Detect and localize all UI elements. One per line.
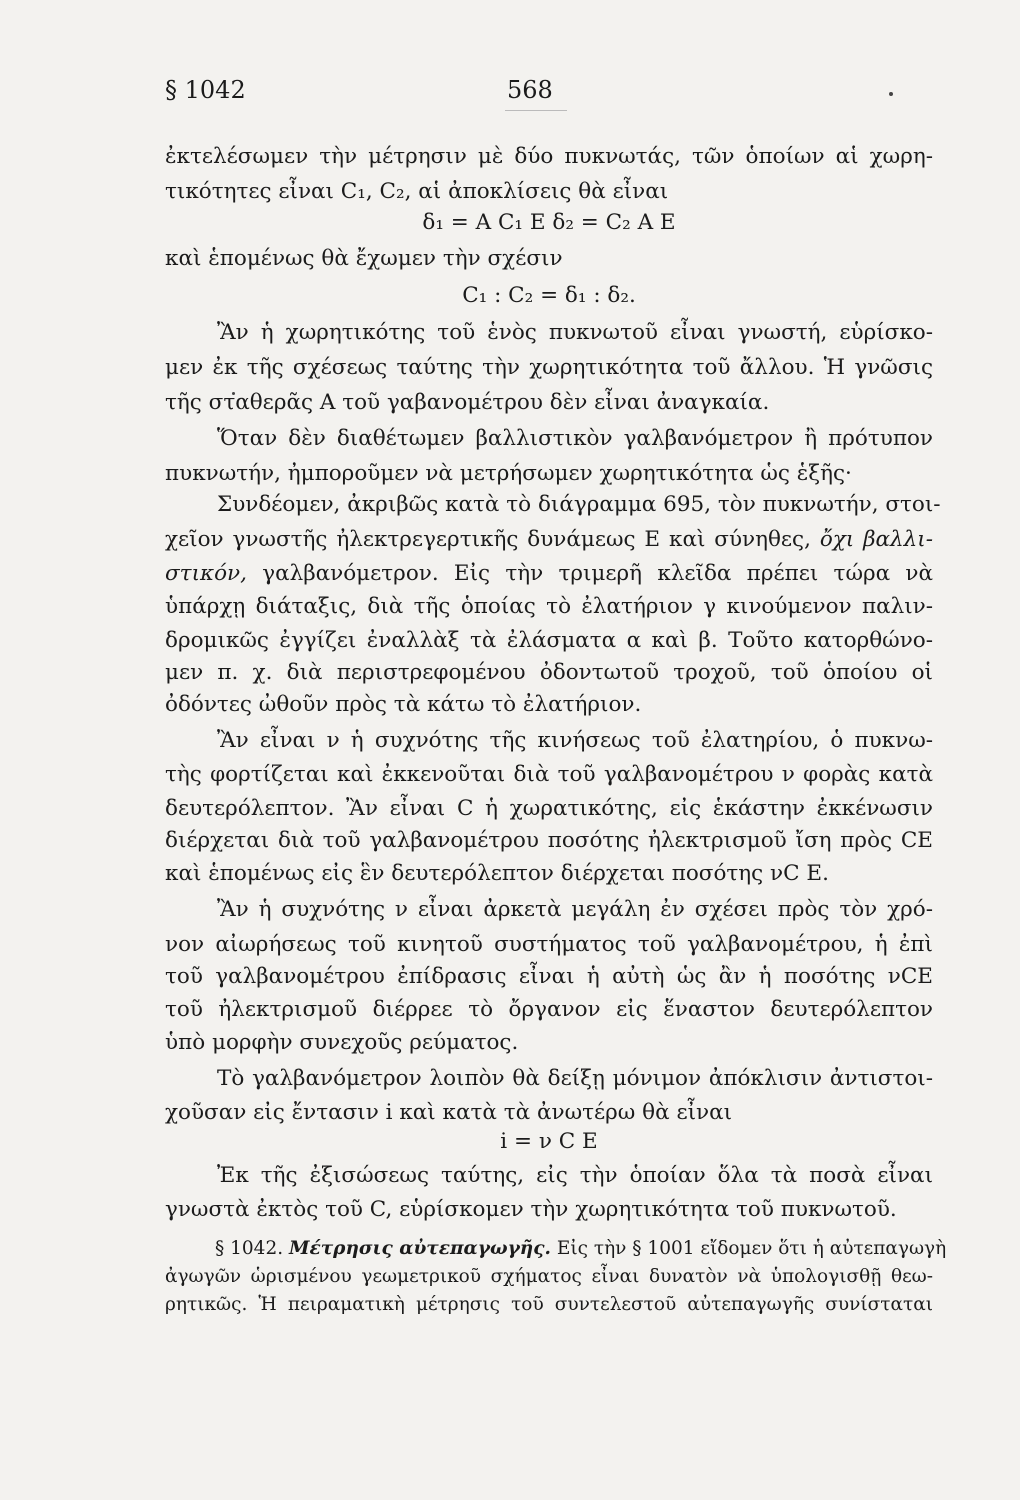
footnote-line (215, 1238, 947, 1259)
text-line: ὀδόντες ὠθοῦν πρὸς τὰ κάτω τὸ ἐλατήριον. (165, 692, 642, 717)
text-line: δευτερόλεπτον. Ἂν εἶναι C ἡ χωρατικότης, εἰς ἑκάστην ἐκκένωσιν (165, 796, 933, 821)
speck-mark (889, 92, 893, 96)
text-line: Ἂν εἶναι ν ἡ συχνότης τῆς κινήσεως τοῦ ἐλατηρίου, ὁ πυκνω- (217, 728, 933, 753)
italic-text: ὄχι βαλλι- (819, 527, 933, 552)
text-span: χεῖον γνωστῆς ἠλεκτρεγερτικῆς δυνάμεως E καὶ σύνηθες, (165, 527, 811, 552)
text-line: γνωστὰ ἐκτὸς τοῦ C, εὑρίσκομεν τὴν χωρητικότητα τοῦ πυκνωτοῦ. (165, 1197, 897, 1222)
text-line: Ἐκ τῆς ἐξισώσεως ταύτης, εἰς τὴν ὁποίαν ὅλα τὰ ποσὰ εἶναι (217, 1163, 933, 1188)
text-span: γαλβανόμετρον. Εἰς τὴν τριμερῆ κλεῖδα πρέπει τώρα νὰ (262, 561, 933, 586)
page-header (165, 76, 860, 110)
text-line: τῆς σταθερᾶς A τοῦ γαβανομέτρου δὲν εἶναι ἀναγκαία. (165, 390, 770, 415)
text-line: δρομικῶς ἐγγίζει ἐναλλὰξ τὰ ἐλάσματα α καὶ β. Τοῦτο κατορθώνο- (165, 628, 933, 653)
text-line: τικότητες εἶναι C₁, C₂, αἱ ἀποκλίσεις θὰ εἶναι (165, 179, 669, 204)
text-line: μεν ἐκ τῆς σχέσεως ταύτης τὴν χωρητικότητα τοῦ ἄλλου. Ἡ γνῶσις (165, 355, 933, 380)
equation: C₁ : C₂ = δ₁ : δ₂. (462, 283, 636, 308)
text-line: μεν π. χ. διὰ περιστρεφομένου ὀδοντωτοῦ τροχοῦ, τοῦ ὁποίου οἱ (165, 660, 933, 685)
text-line: Τὸ γαλβανόμετρον λοιπὸν θὰ δείξῃ μόνιμον ἀπόκλισιν ἀντιστοι- (217, 1066, 933, 1091)
equation: i = ν C E (500, 1129, 598, 1154)
text-line: καὶ ἑπομένως θὰ ἔχωμεν τὴν σχέσιν (165, 246, 563, 271)
text-line: καὶ ἑπομένως εἰς ἓν δευτερόλεπτον διέρχεται ποσότης νC E. (165, 861, 829, 886)
footnote-line: ρητικῶς. Ἡ πειραματικὴ μέτρησις τοῦ συντελεστοῦ αὐτεπαγωγῆς συνίσταται (165, 1294, 933, 1315)
footnote-line: ἀγωγῶν ὡρισμένου γεωμετρικοῦ σχήματος εἶναι δυνατὸν νὰ ὑπολογισθῇ θεω- (165, 1266, 933, 1287)
footnote-title: Μέτρησις αὐτεπαγωγῆς. (288, 1238, 551, 1259)
text-line: ὑπάρχῃ διάταξις, διὰ τῆς ὁποίας τὸ ἐλατήριον γ κινούμενον παλιν- (165, 594, 933, 619)
text-line: Ἂν ἡ χωρητικότης τοῦ ἑνὸς πυκνωτοῦ εἶναι γνωστή, εὑρίσκο- (217, 320, 933, 345)
text-line: Ἂν ἡ συχνότης ν εἶναι ἀρκετὰ μεγάλη ἐν σχέσει πρὸς τὸν χρό- (217, 897, 933, 922)
text-line: ἐκτελέσωμεν τὴν μέτρησιν μὲ δύο πυκνωτάς, τῶν ὁποίων αἱ χωρη- (165, 144, 933, 169)
page-number-underline (505, 110, 567, 111)
equation: δ₁ = A C₁ E δ₂ = C₂ A E (422, 210, 676, 235)
text-line: τοῦ γαλβανομέτρου ἐπίδρασις εἶναι ἡ αὐτὴ ὡς ἂν ἡ ποσότης νCE (165, 964, 933, 989)
page-number: 568 (507, 76, 553, 104)
text-line: πυκνωτήν, ἠμποροῦμεν νὰ μετρήσωμεν χωρητικότητα ὡς ἑξῆς· (165, 461, 852, 486)
italic-text: στικόν, (165, 561, 247, 586)
text-line: Ὅταν δὲν διαθέτωμεν βαλλιστικὸν γαλβανόμετρον ἢ πρότυπον (217, 426, 933, 451)
footnote-text: Εἰς τὴν § 1001 εἴδομεν ὅτι ἡ αὐτεπαγωγὴ (556, 1238, 947, 1259)
text-line: διέρχεται διὰ τοῦ γαλβανομέτρου ποσότης ἠλεκτρισμοῦ ἴση πρὸς CE (165, 828, 933, 853)
text-line: τὴς φορτίζεται καὶ ἐκκενοῦται διὰ τοῦ γαλβανομέτρου ν φορὰς κατὰ (165, 762, 933, 787)
text-line: νον αἰωρήσεως τοῦ κινητοῦ συστήματος τοῦ γαλβανομέτρου, ἡ ἐπὶ (165, 932, 933, 957)
text-line: Συνδέομεν, ἀκριβῶς κατὰ τὸ διάγραμμα 695, τὸν πυκνωτήν, στοι- (217, 492, 941, 517)
text-line: ὑπὸ μορφὴν συνεχοῦς ρεύματος. (165, 1030, 519, 1055)
text-line: χοῦσαν εἰς ἔντασιν i καὶ κατὰ τὰ ἀνωτέρω θὰ εἶναι (165, 1100, 733, 1125)
text-line (165, 561, 933, 586)
text-line (165, 527, 933, 552)
footnote-section: § 1042. (215, 1238, 284, 1259)
section-number: § 1042 (165, 76, 246, 104)
text-line: τοῦ ἠλεκτρισμοῦ διέρρεε τὸ ὄργανον εἰς ἕναστον δευτερόλεπτον (165, 997, 933, 1022)
